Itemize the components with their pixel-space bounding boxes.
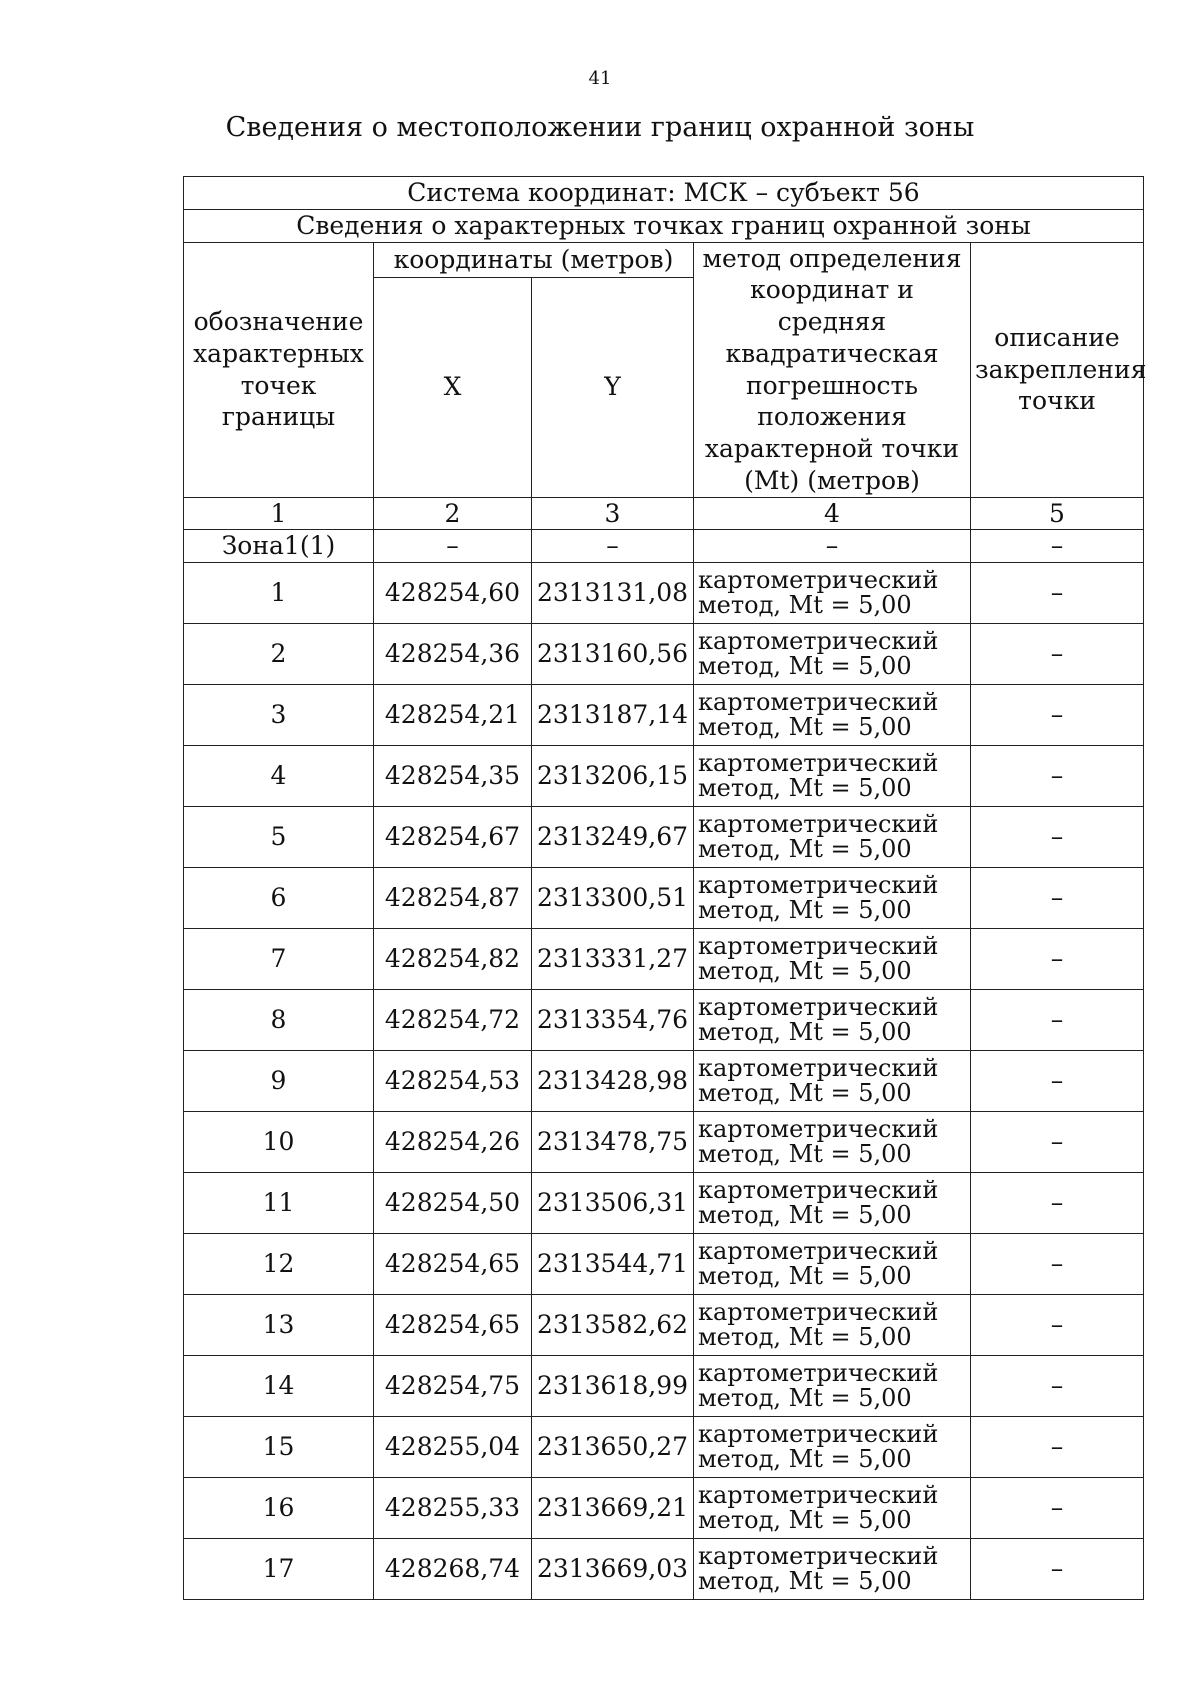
description-cell: – [971,1295,1144,1356]
table-row [184,624,1144,685]
y-coordinate-cell: 2313544,71 [532,1234,694,1295]
column-header-row [184,242,1144,278]
table-row [184,1356,1144,1417]
point-id-cell: 8 [184,990,374,1051]
column-number-row [184,497,1144,530]
description-cell: – [971,1051,1144,1112]
column-number: 3 [532,497,694,530]
description-cell: – [971,1173,1144,1234]
x-coordinate-cell: 428254,65 [374,1234,532,1295]
zone-cell: – [532,530,694,563]
y-coordinate-cell: 2313300,51 [532,868,694,929]
description-cell: – [971,1417,1144,1478]
header-coordinates: координаты (метров) [374,242,694,278]
zone-cell: – [694,530,971,563]
column-number: 1 [184,497,374,530]
table-row [184,1051,1144,1112]
y-coordinate-cell: 2313160,56 [532,624,694,685]
y-coordinate-cell: 2313354,76 [532,990,694,1051]
point-id-cell: 17 [184,1539,374,1600]
point-id-cell: 1 [184,563,374,624]
header-description: описание закрепления точки [971,242,1144,497]
method-cell: картометрический метод, Mt = 5,00 [694,868,971,929]
table-row [184,868,1144,929]
y-coordinate-cell: 2313131,08 [532,563,694,624]
table-row [184,746,1144,807]
x-coordinate-cell: 428254,21 [374,685,532,746]
table-row [184,1112,1144,1173]
coordinates-table [183,176,1147,1600]
table-row [184,1539,1144,1600]
y-coordinate-cell: 2313206,15 [532,746,694,807]
table-row [184,990,1144,1051]
header-y: Y [532,278,694,497]
page-number: 41 [588,68,612,89]
method-cell: картометрический метод, Mt = 5,00 [694,807,971,868]
method-cell: картометрический метод, Mt = 5,00 [694,1478,971,1539]
point-id-cell: 3 [184,685,374,746]
description-cell: – [971,1478,1144,1539]
page-title: Сведения о местоположении границ охранной зоны [225,112,975,143]
method-cell: картометрический метод, Mt = 5,00 [694,1539,971,1600]
x-coordinate-cell: 428254,53 [374,1051,532,1112]
x-coordinate-cell: 428254,36 [374,624,532,685]
x-coordinate-cell: 428254,67 [374,807,532,868]
point-id-cell: 9 [184,1051,374,1112]
description-cell: – [971,563,1144,624]
method-cell: картометрический метод, Mt = 5,00 [694,1051,971,1112]
table-row [184,1295,1144,1356]
point-id-cell: 11 [184,1173,374,1234]
method-cell: картометрический метод, Mt = 5,00 [694,563,971,624]
header-point-designation: обозначение характерных точек границы [184,242,374,497]
point-id-cell: 6 [184,868,374,929]
y-coordinate-cell: 2313249,67 [532,807,694,868]
table-row [184,807,1144,868]
point-id-cell: 13 [184,1295,374,1356]
table-row [184,563,1144,624]
table-row [184,1417,1144,1478]
y-coordinate-cell: 2313618,99 [532,1356,694,1417]
y-coordinate-cell: 2313478,75 [532,1112,694,1173]
point-id-cell: 10 [184,1112,374,1173]
column-number: 2 [374,497,532,530]
y-coordinate-cell: 2313650,27 [532,1417,694,1478]
method-cell: картометрический метод, Mt = 5,00 [694,990,971,1051]
y-coordinate-cell: 2313428,98 [532,1051,694,1112]
description-cell: – [971,685,1144,746]
header-x: X [374,278,532,497]
table-row [184,929,1144,990]
x-coordinate-cell: 428254,50 [374,1173,532,1234]
x-coordinate-cell: 428254,82 [374,929,532,990]
x-coordinate-cell: 428254,87 [374,868,532,929]
method-cell: картометрический метод, Mt = 5,00 [694,1417,971,1478]
description-cell: – [971,1356,1144,1417]
description-cell: – [971,868,1144,929]
x-coordinate-cell: 428254,75 [374,1356,532,1417]
table-subtitle-row [184,209,1144,242]
x-coordinate-cell: 428254,26 [374,1112,532,1173]
column-number: 4 [694,497,971,530]
header-method: метод определения координат и средняя квадратическая погрешность положения характерной точки (Mt) (метров) [694,242,971,497]
zone-name: Зона1(1) [184,530,374,563]
x-coordinate-cell: 428268,74 [374,1539,532,1600]
description-cell: – [971,1539,1144,1600]
x-coordinate-cell: 428255,04 [374,1417,532,1478]
zone-cell: – [374,530,532,563]
point-id-cell: 15 [184,1417,374,1478]
point-id-cell: 4 [184,746,374,807]
description-cell: – [971,929,1144,990]
method-cell: картометрический метод, Mt = 5,00 [694,929,971,990]
point-id-cell: 7 [184,929,374,990]
y-coordinate-cell: 2313669,03 [532,1539,694,1600]
x-coordinate-cell: 428255,33 [374,1478,532,1539]
table-row [184,1478,1144,1539]
x-coordinate-cell: 428254,35 [374,746,532,807]
y-coordinate-cell: 2313331,27 [532,929,694,990]
x-coordinate-cell: 428254,65 [374,1295,532,1356]
description-cell: – [971,807,1144,868]
method-cell: картометрический метод, Mt = 5,00 [694,685,971,746]
table-row [184,1173,1144,1234]
description-cell: – [971,746,1144,807]
method-cell: картометрический метод, Mt = 5,00 [694,1295,971,1356]
method-cell: картометрический метод, Mt = 5,00 [694,624,971,685]
table-row [184,1234,1144,1295]
coordinate-system-cell: Система координат: МСК – субъект 56 [184,177,1144,210]
point-id-cell: 5 [184,807,374,868]
point-id-cell: 2 [184,624,374,685]
table-subtitle-cell: Сведения о характерных точках границ охранной зоны [184,209,1144,242]
point-id-cell: 14 [184,1356,374,1417]
method-cell: картометрический метод, Mt = 5,00 [694,746,971,807]
description-cell: – [971,624,1144,685]
zone-cell: – [971,530,1144,563]
x-coordinate-cell: 428254,60 [374,563,532,624]
method-cell: картометрический метод, Mt = 5,00 [694,1112,971,1173]
table-row [184,685,1144,746]
description-cell: – [971,990,1144,1051]
x-coordinate-cell: 428254,72 [374,990,532,1051]
method-cell: картометрический метод, Mt = 5,00 [694,1234,971,1295]
y-coordinate-cell: 2313187,14 [532,685,694,746]
zone-row [184,530,1144,563]
point-id-cell: 12 [184,1234,374,1295]
description-cell: – [971,1112,1144,1173]
coordinate-system-row [184,177,1144,210]
y-coordinate-cell: 2313669,21 [532,1478,694,1539]
column-number: 5 [971,497,1144,530]
point-id-cell: 16 [184,1478,374,1539]
y-coordinate-cell: 2313506,31 [532,1173,694,1234]
description-cell: – [971,1234,1144,1295]
y-coordinate-cell: 2313582,62 [532,1295,694,1356]
method-cell: картометрический метод, Mt = 5,00 [694,1356,971,1417]
method-cell: картометрический метод, Mt = 5,00 [694,1173,971,1234]
